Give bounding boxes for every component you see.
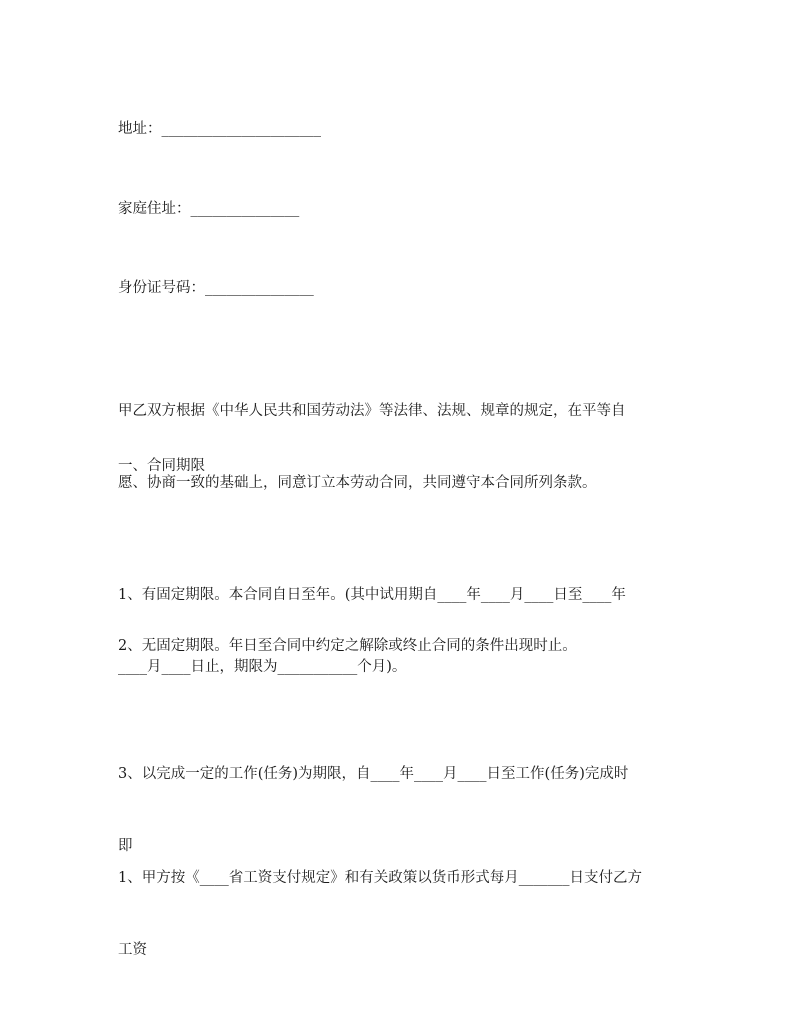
clause-fixed-term-line-2: ____月____日止，期限为___________个月)。 — [118, 659, 407, 675]
intro-paragraph — [118, 351, 688, 543]
clause-wage-payment-line-2: 工资 — [118, 942, 147, 958]
clause-fixed-term — [118, 535, 688, 727]
section-title-contract-term: 一、合同期限 — [118, 458, 205, 474]
home-address-field: 家庭住址：_______________ — [118, 201, 300, 217]
address-field: 地址：______________________ — [118, 121, 321, 137]
intro-line-2: 愿、协商一致的基础上，同意订立本劳动合同，共同遵守本合同所列条款。 — [118, 475, 597, 491]
clause-task-term-line-2: 即 — [118, 838, 133, 854]
id-number-field: 身份证号码：_______________ — [118, 280, 314, 296]
clause-open-term: 2、无固定期限。年日至合同中约定之解除或终止合同的条件出现时止。 — [118, 638, 577, 654]
clause-wage-payment-line-1: 1、甲方按《____省工资支付规定》和有关政策以货币形式每月_______日支付乙方 — [118, 870, 642, 886]
clause-fixed-term-line-1: 1、有固定期限。本合同自日至年。(其中试用期自____年____月____日至____年 — [118, 587, 626, 603]
intro-line-1: 甲乙双方根据《中华人民共和国劳动法》等法律、法规、规章的规定，在平等自 — [118, 403, 626, 419]
clause-wage-payment — [118, 818, 688, 1010]
clause-task-term-line-1: 3、以完成一定的工作(任务)为期限，自____年____月____日至工作(任务)完成时 — [118, 766, 629, 782]
